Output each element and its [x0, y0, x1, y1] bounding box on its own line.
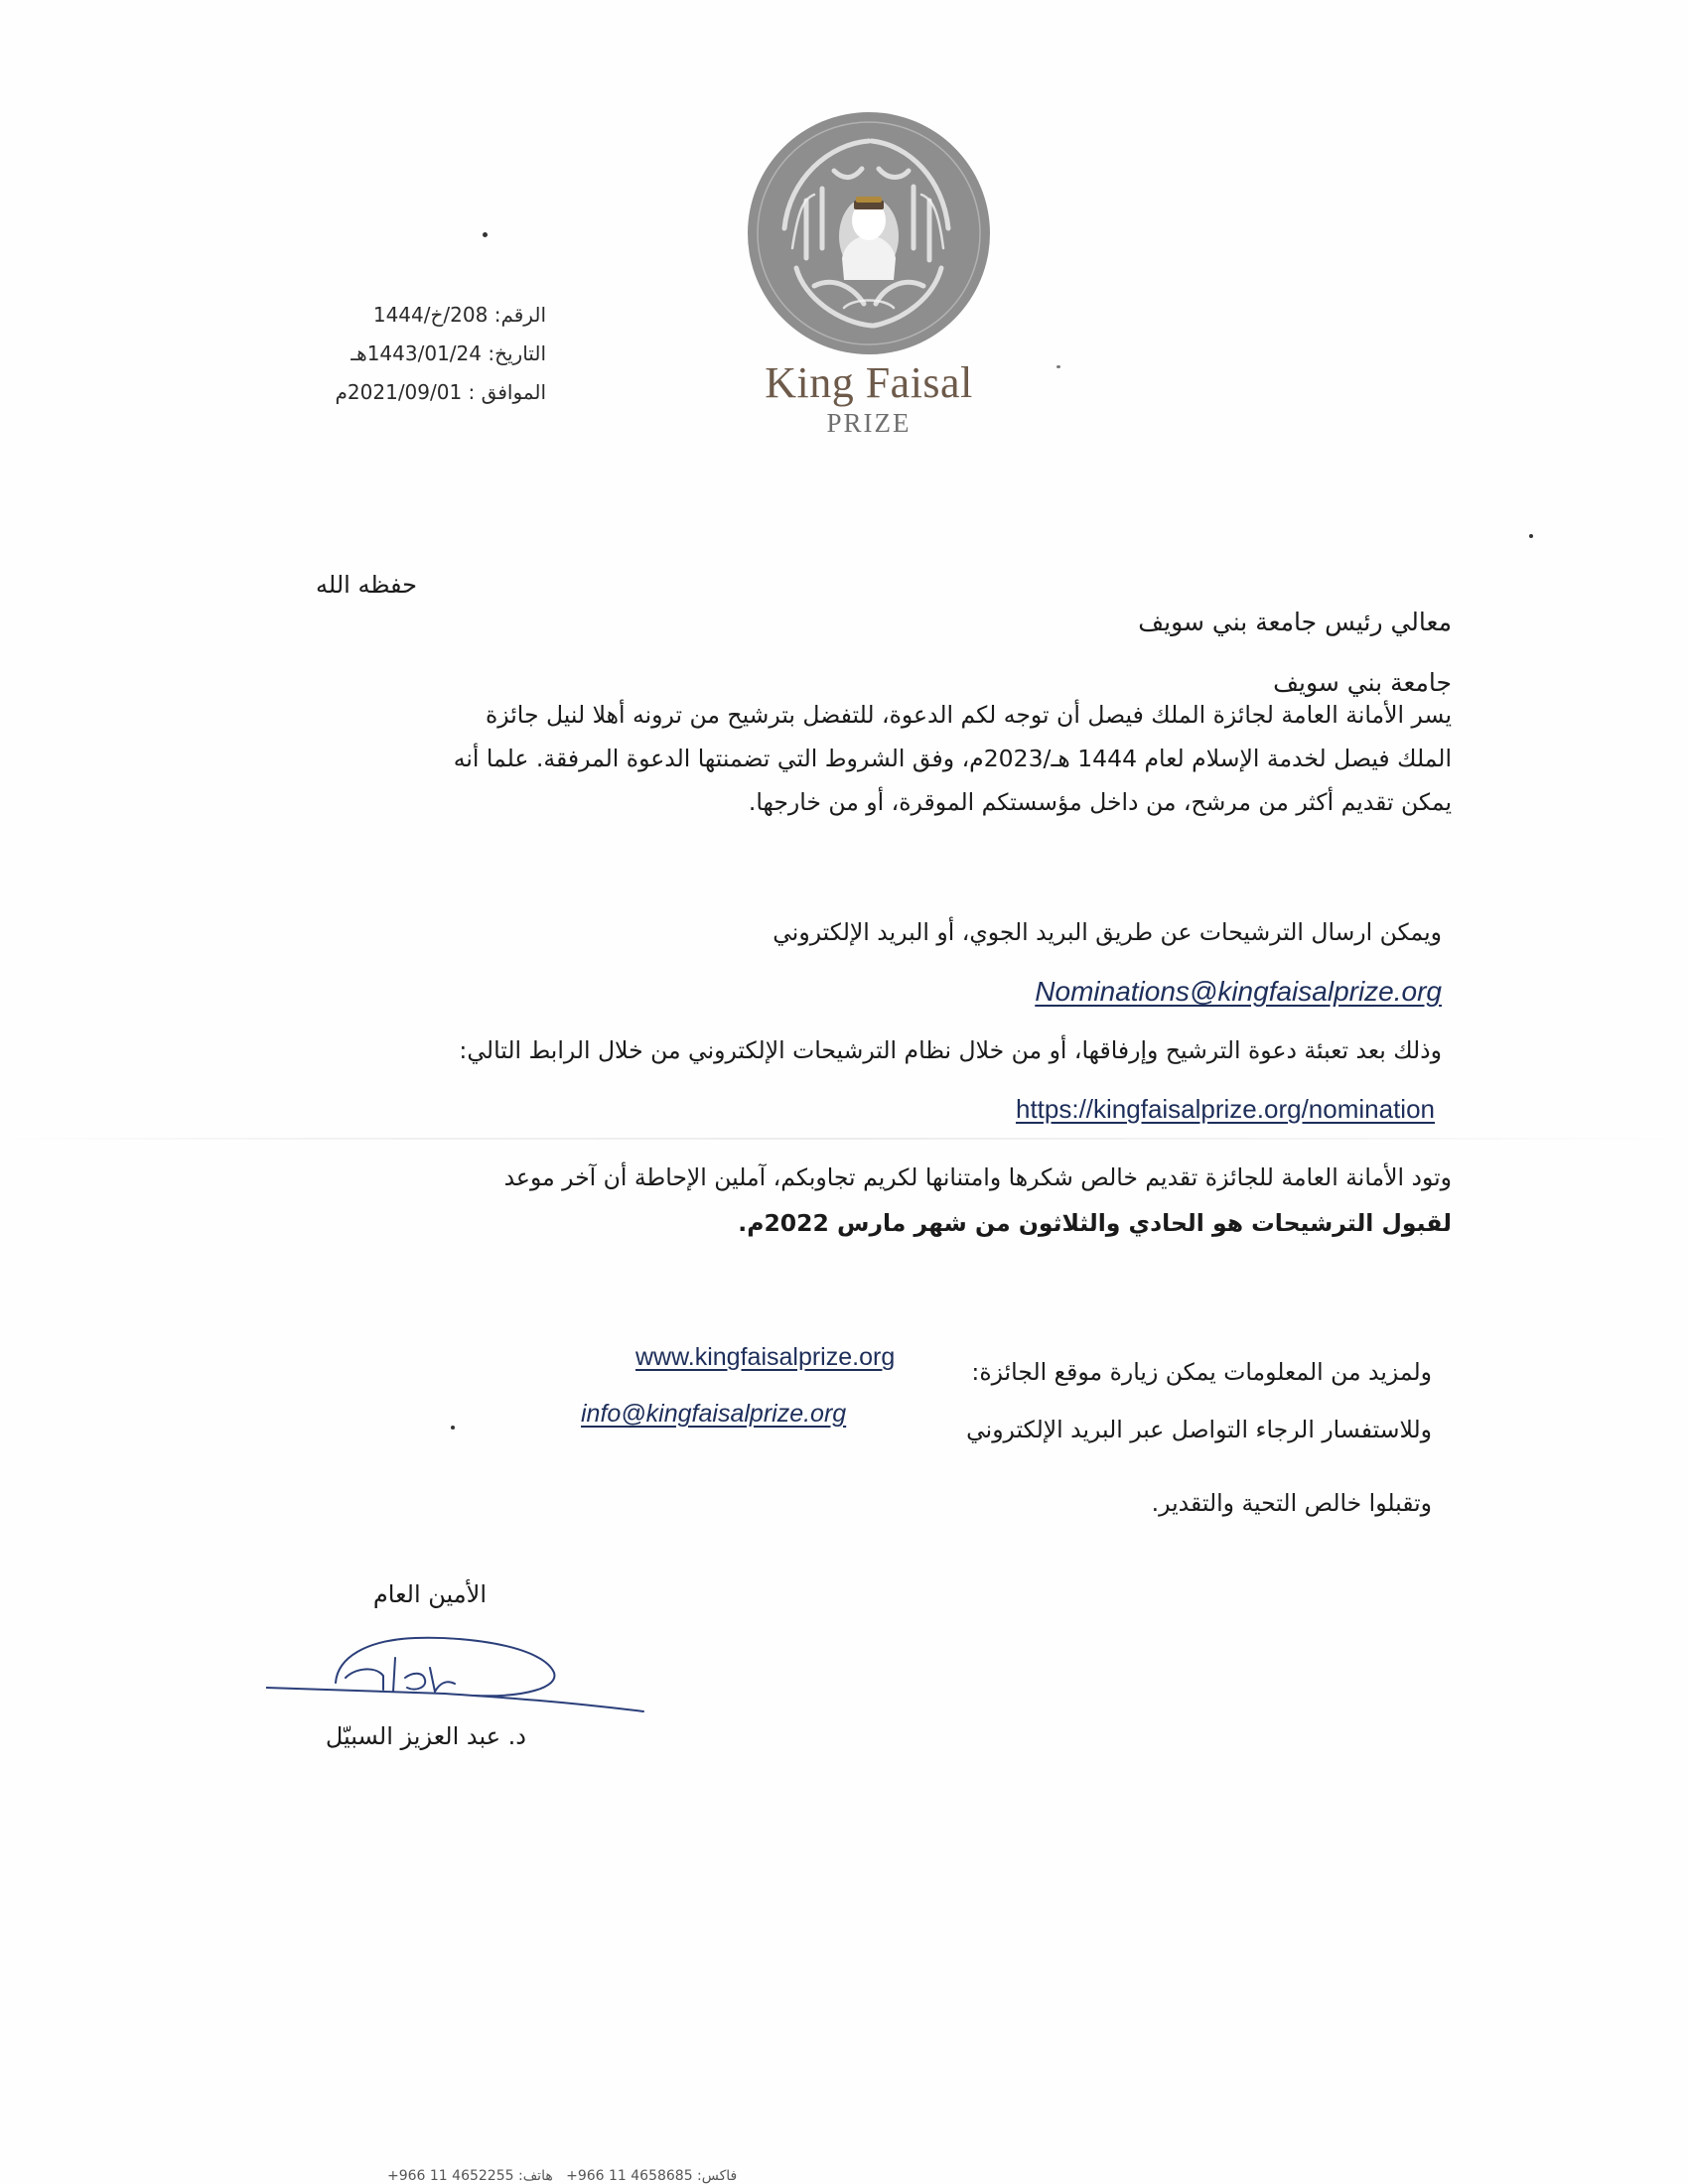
- thanks-line: وتود الأمانة العامة للجائزة تقديم خالص شكرها وامتنانها لكريم تجاوبكم، آملين الإحاطة أن آخر موعد: [503, 1163, 1452, 1191]
- scan-fold-line: [0, 1138, 1688, 1140]
- inquiry-text: وللاستفسار الرجاء التواصل عبر البريد الإلكتروني: [966, 1416, 1432, 1443]
- brand-name: King Faisal: [765, 358, 973, 407]
- calligraphy-seal-icon: [745, 109, 993, 357]
- paragraph-line: يمكن تقديم أكثر من مرشح، من داخل مؤسستكم الموقرة، أو من خارجها.: [748, 788, 1452, 816]
- nomination-url-link[interactable]: https://kingfaisalprize.org/nomination: [1015, 1094, 1435, 1124]
- brand-subtitle: PRIZE: [826, 408, 912, 439]
- closing-text: وتقبلوا خالص التحية والتقدير.: [1151, 1489, 1432, 1517]
- signatory-title: الأمين العام: [372, 1580, 487, 1608]
- paragraph-line: الملك فيصل لخدمة الإسلام لعام 1444 هـ/2023م، وفق الشروط التي تضمنتها الدعوة المرفقة. علما أنه: [453, 745, 1452, 772]
- signatory-name: د. عبد العزيز السبيّل: [325, 1722, 526, 1750]
- website-url-link[interactable]: www.kingfaisalprize.org: [635, 1343, 896, 1371]
- online-system-text: وذلك بعد تعبئة دعوة الترشيح وإرفاقها، أو من خلال نظام الترشيحات الإلكتروني من خلال الرابط التالي:: [459, 1036, 1442, 1064]
- honorific: حفظه الله: [316, 571, 417, 599]
- nominations-email-link[interactable]: Nominations@kingfaisalprize.org: [1035, 976, 1442, 1007]
- website-text: ولمزيد من المعلومات يمكن زيارة موقع الجائزة:: [971, 1358, 1432, 1386]
- info-email-link[interactable]: info@kingfaisalprize.org: [581, 1400, 847, 1428]
- scan-speck: [1529, 534, 1533, 538]
- email-submission-text: ويمكن ارسال الترشيحات عن طريق البريد الجوي، أو البريد الإلكتروني: [773, 918, 1442, 946]
- deadline-paragraph: [504, 1155, 1452, 1246]
- handwritten-signature: [266, 1628, 663, 1727]
- hijri-date: التاريخ: 1443/01/24هـ: [351, 341, 546, 365]
- reference-number: الرقم: 208/خ/1444: [372, 303, 546, 327]
- invitation-paragraph: [240, 693, 1452, 824]
- footer-contact: +966 11 4652255 :هاتف ‎ ‎ +966 11 4658685 :فاكس: [387, 2168, 738, 2184]
- recipient-title: معالي رئيس جامعة بني سويف: [1138, 608, 1452, 636]
- recipient-organization: جامعة بني سويف: [1273, 668, 1452, 697]
- scan-speck: [451, 1426, 455, 1430]
- paragraph-line: يسر الأمانة العامة لجائزة الملك فيصل أن توجه لكم الدعوة، للتفضل بترشيح من ترونه أهلا لنيل جائزة: [485, 701, 1452, 729]
- scan-speck: [1056, 365, 1060, 368]
- king-faisal-prize-logo: [735, 109, 1003, 440]
- deadline-line: لقبول الترشيحات هو الحادي والثلاثون من شهر مارس 2022م.: [738, 1209, 1452, 1237]
- gregorian-date: الموافق : 2021/09/01م: [335, 380, 546, 404]
- reference-block: [298, 296, 546, 412]
- scan-speck: [483, 232, 488, 237]
